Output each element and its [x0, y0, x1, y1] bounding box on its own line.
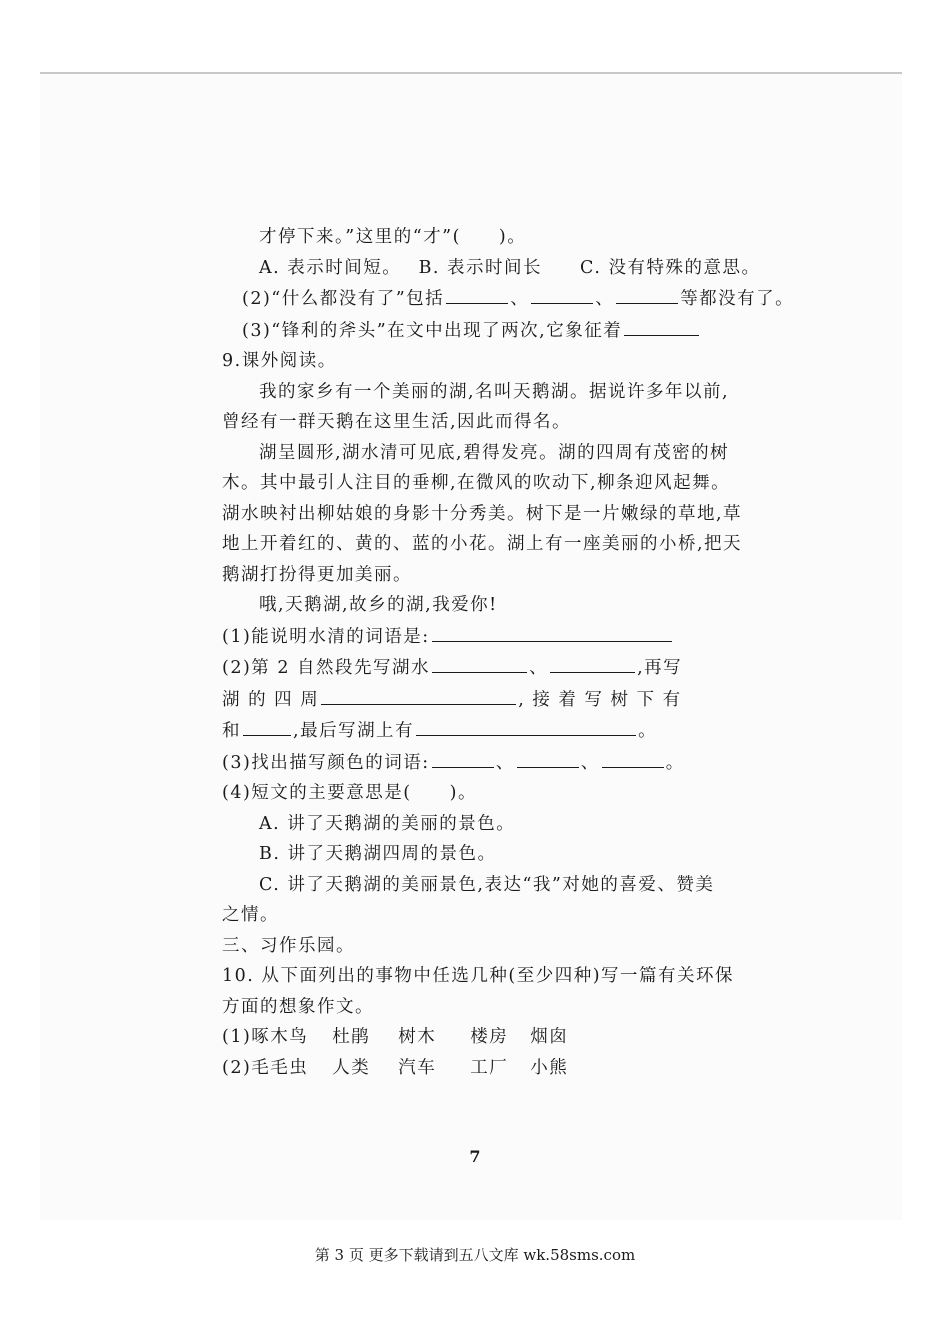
q9-option-c: C. 讲了天鹅湖的美丽景色,表达“我”对她的喜爱、赞美 [259, 874, 715, 895]
q9-title: 9.课外阅读。 [222, 351, 337, 371]
q10-prompt: 10. 从下面列出的事物中任选几种(至少四种)写一篇有关环保 [222, 966, 735, 986]
answer-blank[interactable] [321, 684, 516, 705]
q9-paragraph-3: 哦,天鹅湖,故乡的湖,我爱你! [259, 595, 498, 615]
q10-list-2: (2)毛毛虫 人类 汽车 工厂 小熊 [222, 1057, 569, 1078]
answer-blank[interactable] [531, 283, 593, 304]
q9-sub3: (3)找出描写颜色的词语: 、 、 。 [222, 747, 752, 779]
q9-sub2-cont: 湖 的 四 周 , 接 着 写 树 下 有 [222, 684, 752, 716]
q9-sub1: (1)能说明水清的词语是: [222, 621, 752, 653]
q10-prompt-cont: 方面的想象作文。 [222, 996, 374, 1017]
section-3-title: 三、习作乐园。 [222, 935, 355, 956]
answer-blank[interactable] [416, 715, 636, 736]
q9-paragraph-2: 湖呈圆形,湖水清可见底,碧得发亮。湖的四周有茂密的树 [259, 442, 730, 463]
answer-blank[interactable] [432, 621, 672, 642]
answer-blank[interactable] [624, 315, 699, 336]
q8-options: A. 表示时间短。 B. 表示时间长 C. 没有特殊的意思。 [259, 257, 761, 278]
q9-paragraph-2-cont: 木。其中最引人注目的垂柳,在微风的吹动下,柳条迎风起舞。 [222, 473, 731, 493]
worksheet-content [222, 222, 795, 1083]
q9-paragraph-2-cont: 鹅湖打扮得更加美丽。 [222, 564, 412, 585]
answer-blank[interactable] [550, 652, 635, 673]
q9-sub4: (4)短文的主要意思是( )。 [222, 783, 477, 803]
q8-sub3: (3)“锋利的斧头”在文中出现了两次,它象征着 [222, 315, 752, 347]
answer-blank[interactable] [517, 747, 579, 768]
q9-paragraph-1-cont: 曾经有一群天鹅在这里生活,因此而得名。 [222, 412, 572, 432]
answer-blank[interactable] [616, 283, 678, 304]
answer-blank[interactable] [446, 283, 508, 304]
answer-blank[interactable] [243, 715, 291, 736]
q9-paragraph-2-cont: 地上开着红的、黄的、蓝的小花。湖上有一座美丽的小桥,把天 [222, 534, 743, 554]
q9-sub2: (2)第 2 自然段先写湖水 、 ,再写 [222, 652, 752, 684]
q9-paragraph-1: 我的家乡有一个美丽的湖,名叫天鹅湖。据说许多年以前, [259, 381, 730, 402]
q9-option-a: A. 讲了天鹅湖的美丽的景色。 [259, 813, 516, 834]
page-top-border [40, 72, 902, 74]
q8-line-1: 才停下来。”这里的“才”( )。 [259, 227, 527, 247]
footer-text: 第 3 页 更多下载请到五八文库 wk.58sms.com [314, 1246, 636, 1264]
q8-sub2: (2)“什么都没有了”包括 、 、 等都没有了。 [222, 283, 752, 315]
q9-option-c-cont: 之情。 [222, 905, 279, 925]
page-number: 7 [469, 1147, 481, 1166]
answer-blank[interactable] [432, 652, 527, 673]
answer-blank[interactable] [432, 747, 494, 768]
answer-blank[interactable] [602, 747, 664, 768]
q10-list-1: (1)啄木鸟 杜鹃 树木 楼房 烟囱 [222, 1027, 569, 1047]
q9-paragraph-2-cont: 湖水映衬出柳姑娘的身影十分秀美。树下是一片嫩绿的草地,草 [222, 503, 743, 524]
q9-option-b: B. 讲了天鹅湖四周的景色。 [259, 844, 497, 864]
q9-sub2-cont: 和 ,最后写湖上有 。 [222, 715, 752, 747]
